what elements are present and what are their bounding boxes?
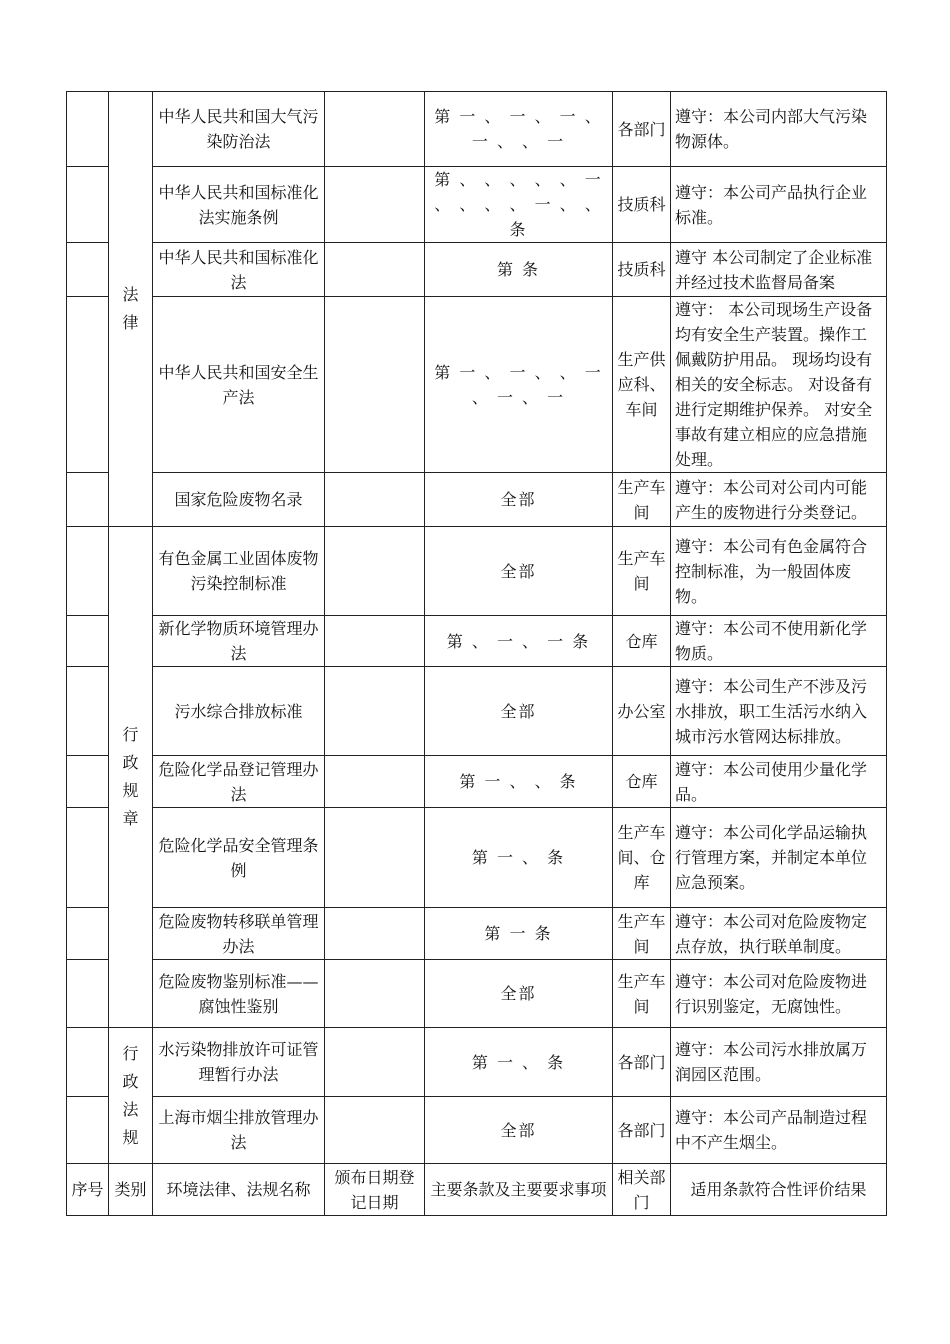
date-cell [325, 297, 425, 473]
result-cell: 遵守：本公司化学品运输执行管理方案，并制定本单位应急预案。 [671, 808, 887, 908]
clause-cell: 全部 [425, 960, 613, 1028]
regulation-name: 中华人民共和国标准化法实施条例 [153, 167, 325, 243]
date-cell [325, 808, 425, 908]
header-result: 适用条款符合性评价结果 [671, 1164, 887, 1216]
date-cell [325, 243, 425, 297]
department-cell: 办公室 [613, 667, 671, 756]
clause-cell: 第 一 、 条 [425, 1028, 613, 1097]
table-row [67, 667, 887, 756]
table-row [67, 756, 887, 808]
department-cell: 技质科 [613, 243, 671, 297]
seq-cell [67, 808, 109, 908]
result-cell: 遵守： 本公司现场生产设备均有安全生产装置。操作工佩戴防护用品。 现场均设有相关的安全标志。 对设备有进行定期维护保养。 对安全事故有建立相应的应急措施处理。 [671, 297, 887, 473]
date-cell [325, 92, 425, 167]
result-cell: 遵守：本公司对危险废物定点存放，执行联单制度。 [671, 908, 887, 960]
result-cell: 遵守：本公司使用少量化学品。 [671, 756, 887, 808]
department-cell: 生产车间、仓库 [613, 808, 671, 908]
clause-cell: 全部 [425, 527, 613, 616]
seq-cell [67, 1097, 109, 1164]
table-row [67, 473, 887, 527]
regulation-name: 有色金属工业固体废物污染控制标准 [153, 527, 325, 616]
table-row [67, 167, 887, 243]
table-row [67, 808, 887, 908]
seq-cell [67, 297, 109, 473]
result-cell: 遵守：本公司不使用新化学物质。 [671, 616, 887, 667]
department-cell: 生产车间 [613, 527, 671, 616]
result-cell: 遵守：本公司内部大气污染物源体。 [671, 92, 887, 167]
date-cell [325, 756, 425, 808]
clause-cell: 第 一 、 条 [425, 808, 613, 908]
date-cell [325, 960, 425, 1028]
regulation-name: 危险废物转移联单管理办法 [153, 908, 325, 960]
department-cell: 仓库 [613, 756, 671, 808]
table-row [67, 1028, 887, 1097]
clause-cell: 第 一 、 、 条 [425, 756, 613, 808]
regulation-name: 新化学物质环境管理办法 [153, 616, 325, 667]
table-row [67, 527, 887, 616]
date-cell [325, 908, 425, 960]
seq-cell [67, 616, 109, 667]
department-cell: 技质科 [613, 167, 671, 243]
seq-cell [67, 908, 109, 960]
header-date: 颁布日期登记日期 [325, 1164, 425, 1216]
regulation-name: 中华人民共和国大气污染防治法 [153, 92, 325, 167]
department-cell: 生产车间 [613, 960, 671, 1028]
header-clause: 主要条款及主要要求事项 [425, 1164, 613, 1216]
date-cell [325, 167, 425, 243]
date-cell [325, 1028, 425, 1097]
category-cell-law: 法律 [109, 92, 153, 527]
department-cell: 各部门 [613, 92, 671, 167]
table-row [67, 960, 887, 1028]
clause-cell: 第 一 、 一 、 一 、 一 、 、 一 [425, 92, 613, 167]
seq-cell [67, 667, 109, 756]
department-cell: 生产车间 [613, 908, 671, 960]
clause-cell: 全部 [425, 1097, 613, 1164]
clause-cell: 第 、 、 、 、 、 一 、 、 、 、 一 、 、 条 [425, 167, 613, 243]
regulation-name: 水污染物排放许可证管理暂行办法 [153, 1028, 325, 1097]
regulation-name: 国家危险废物名录 [153, 473, 325, 527]
table-row [67, 1097, 887, 1164]
seq-cell [67, 243, 109, 297]
seq-cell [67, 756, 109, 808]
clause-cell: 第 、 一 、 一 条 [425, 616, 613, 667]
clause-cell: 全部 [425, 473, 613, 527]
header-name: 环境法律、法规名称 [153, 1164, 325, 1216]
regulation-name: 危险废物鉴别标准——腐蚀性鉴别 [153, 960, 325, 1028]
result-cell: 遵守：本公司产品制造过程中不产生烟尘。 [671, 1097, 887, 1164]
category-cell-admin-rule: 行政规章 [109, 527, 153, 1028]
regulation-name: 中华人民共和国标准化法 [153, 243, 325, 297]
header-dept: 相关部门 [613, 1164, 671, 1216]
seq-cell [67, 167, 109, 243]
table-row [67, 297, 887, 473]
result-cell: 遵守：本公司污水排放属万润园区范围。 [671, 1028, 887, 1097]
seq-cell [67, 473, 109, 527]
result-cell: 遵守：本公司对公司内可能产生的废物进行分类登记。 [671, 473, 887, 527]
result-cell: 遵守 本公司制定了企业标准 并经过技术监督局备案 [671, 243, 887, 297]
result-cell: 遵守：本公司对危险废物进行识别鉴定，无腐蚀性。 [671, 960, 887, 1028]
result-cell: 遵守：本公司产品执行企业标准。 [671, 167, 887, 243]
clause-cell: 第 一 、 一 、 、 一 、 一 、 一 [425, 297, 613, 473]
regulation-name: 上海市烟尘排放管理办法 [153, 1097, 325, 1164]
clause-cell: 第 条 [425, 243, 613, 297]
table-row [67, 92, 887, 167]
date-cell [325, 667, 425, 756]
department-cell: 仓库 [613, 616, 671, 667]
header-category: 类别 [109, 1164, 153, 1216]
seq-cell [67, 92, 109, 167]
date-cell [325, 527, 425, 616]
clause-cell: 第 一 条 [425, 908, 613, 960]
regulation-table [66, 91, 887, 1216]
date-cell [325, 616, 425, 667]
seq-cell [67, 1028, 109, 1097]
table-row [67, 616, 887, 667]
regulation-name: 污水综合排放标准 [153, 667, 325, 756]
header-row [67, 1164, 887, 1216]
result-cell: 遵守：本公司有色金属符合控制标准，为一般固体废物。 [671, 527, 887, 616]
header-seq: 序号 [67, 1164, 109, 1216]
table-row [67, 908, 887, 960]
table-row [67, 243, 887, 297]
department-cell: 各部门 [613, 1028, 671, 1097]
clause-cell: 全部 [425, 667, 613, 756]
date-cell [325, 1097, 425, 1164]
department-cell: 各部门 [613, 1097, 671, 1164]
regulation-name: 危险化学品安全管理条例 [153, 808, 325, 908]
category-cell-admin-regulation: 行政法规 [109, 1028, 153, 1164]
seq-cell [67, 960, 109, 1028]
regulation-name: 危险化学品登记管理办法 [153, 756, 325, 808]
result-cell: 遵守：本公司生产不涉及污水排放，职工生活污水纳入城市污水管网达标排放。 [671, 667, 887, 756]
date-cell [325, 473, 425, 527]
regulation-name: 中华人民共和国安全生产法 [153, 297, 325, 473]
department-cell: 生产供应科、车间 [613, 297, 671, 473]
seq-cell [67, 527, 109, 616]
department-cell: 生产车间 [613, 473, 671, 527]
